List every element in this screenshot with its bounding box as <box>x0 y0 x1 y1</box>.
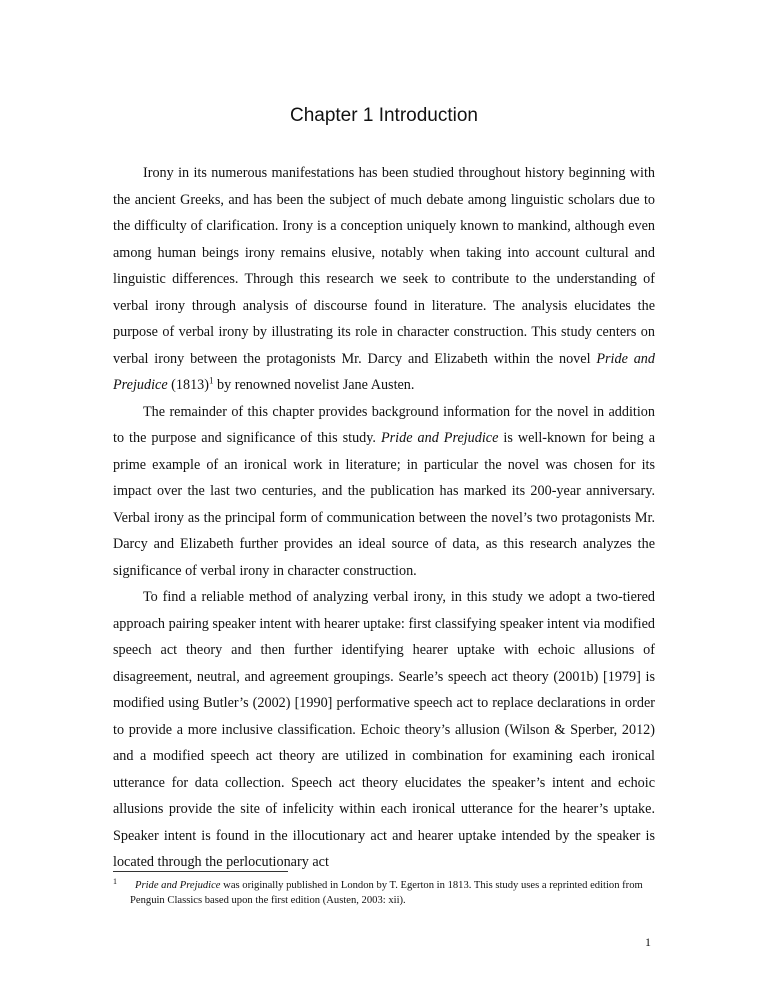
paragraph-1 <box>113 160 655 399</box>
paragraph-1-text-c: by renowned novelist Jane Austen. <box>213 377 415 393</box>
footnote-text: was originally published in London by T. Egerton in 1813. This study uses a reprinted edition from Penguin Classics based upon the first edition (Austen, 2003: xii). <box>130 880 643 906</box>
footnote-novel-title: Pride and Prejudice <box>135 880 221 891</box>
paragraph-1-text-a: Irony in its numerous manifestations has been studied throughout history beginning with the ancient Greeks, and has been the subject of much debate among linguistic scholars due to the difficulty of clarification. Irony is a conception uniquely known to mankind, although even among human beings irony remains elusive, notably when taking into account cultural and linguistic differences. Through this research we seek to contribute to the understanding of verbal irony through analysis of discourse found in literature. The analysis elucidates the purpose of verbal irony by illustrating its role in character construction. This study centers on verbal irony between the protagonists Mr. Darcy and Elizabeth within the novel <box>113 165 655 367</box>
body-text <box>113 160 655 876</box>
footnote-divider <box>113 871 288 872</box>
footnote <box>113 878 658 908</box>
paragraph-1-text-b: (1813) <box>167 377 209 393</box>
novel-title-italic: Pride and Prejudice <box>380 430 499 446</box>
paragraph-3: To find a reliable method of analyzing verbal irony, in this study we adopt a two-tiered approach pairing speaker intent with hearer uptake: first classifying speaker intent via modified speech act theory and then further identifying hearer uptake with echoic allusions of disagreement, neutral, and agreement groupings. Searle’s speech act theory (2001b) [1979] is modified using Butler’s (2002) [1990] performative speech act to replace declarations in order to provide a more inclusive classification. Echoic theory’s allusion (Wilson & Sperber, 2012) and a modified speech act theory are utilized in combination for examining each ironical utterance for data collection. Speech act theory elucidates the speaker’s intent and echoic allusions provide the site of infelicity within each ironical utterance for the hearer’s uptake. Speaker intent is found in the illocutionary act and hearer uptake intended by the speaker is located through the perlocutionary act <box>113 589 655 870</box>
paragraph-2-text-b: is well-known for being a prime example of an ironical work in literature; in particular the novel was chosen for its impact over the last two centuries, and the publication has marked its 200-year anniversary. Verbal irony as the principal form of communication between the novel’s two protagonists Mr. Darcy and Elizabeth further provides an ideal source of data, as this research analyzes the significance of verbal irony in character construction. <box>113 430 655 579</box>
paragraph-2 <box>113 399 655 585</box>
paragraph-2-text-a: The remainder of this chapter provides background information for the novel in addition to the purpose and significance of this study. <box>113 403 655 446</box>
footnote-reference: 1 <box>209 375 214 386</box>
page-number: 1 <box>645 935 651 949</box>
chapter-title: Chapter 1 Introduction <box>289 105 478 126</box>
footnote-body <box>113 878 658 908</box>
novel-title-italic: Pride and Prejudice <box>113 350 655 393</box>
footnote-number: 1 <box>113 877 117 886</box>
